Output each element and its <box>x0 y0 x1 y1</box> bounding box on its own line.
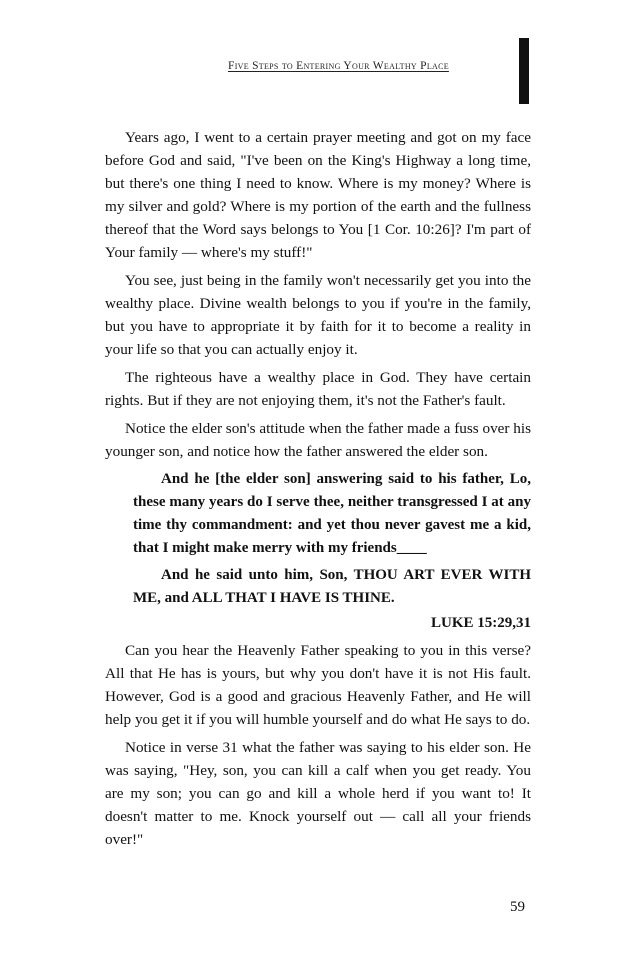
scripture-reference: LUKE 15:29,31 <box>430 615 531 631</box>
paragraph: Years ago, I went to a certain prayer meeting and got on my face before God and said, "I've been on the King's Highway a long time, but there's one thing I need to know. Where is my money? Where is my silver and gold? Where is my portion of the earth and the fullness thereof that the Word says belongs to You [1 Cor. 10:26]? I'm part of Your family — where's my stuff!" <box>105 129 531 261</box>
paragraph: Notice the elder son's attitude when the father made a fuss over his younger son, and notice how the father answered the elder son. <box>105 420 531 460</box>
paragraph: The righteous have a wealthy place in God. They have certain rights. But if they are not enjoying them, it's not the Father's fault. <box>105 369 531 409</box>
page-number: 59 <box>510 899 525 915</box>
page-header <box>0 0 638 110</box>
quote-verse: And he [the elder son] answering said to his father, Lo, these many years do I serve thee, neither transgressed I at any time thy commandment: and yet thou never gavest me a kid, that I might make merry with my friends____ <box>133 471 531 556</box>
chapter-thumb-bar <box>519 38 529 104</box>
paragraph: You see, just being in the family won't necessarily get you into the wealthy place. Divine wealth belongs to you if you're in the family, but you have to appropriate it by faith for it to become a reality in your life so that you can actually enjoy it. <box>105 272 531 358</box>
quote-verse: And he said unto him, Son, THOU ART EVER WITH ME, and ALL THAT I HAVE IS THINE. <box>133 567 531 606</box>
paragraph: Can you hear the Heavenly Father speaking to you in this verse? All that He has is yours, but why you don't have it is not His fault. However, God is a good and gracious Heavenly Father, and He will help you get it if you will humble yourself and do what He says to do. <box>105 642 531 728</box>
scripture-quote <box>133 468 531 635</box>
running-title: Five Steps to Entering Your Wealthy Place <box>228 60 449 72</box>
page-body <box>105 126 531 856</box>
paragraph: Notice in verse 31 what the father was saying to his elder son. He was saying, "Hey, son, you can kill a calf when you get ready. You are my son; you can go and kill a whole herd if you want to! It doesn't matter to me. Knock yourself out — call all your friends over!" <box>105 739 531 848</box>
